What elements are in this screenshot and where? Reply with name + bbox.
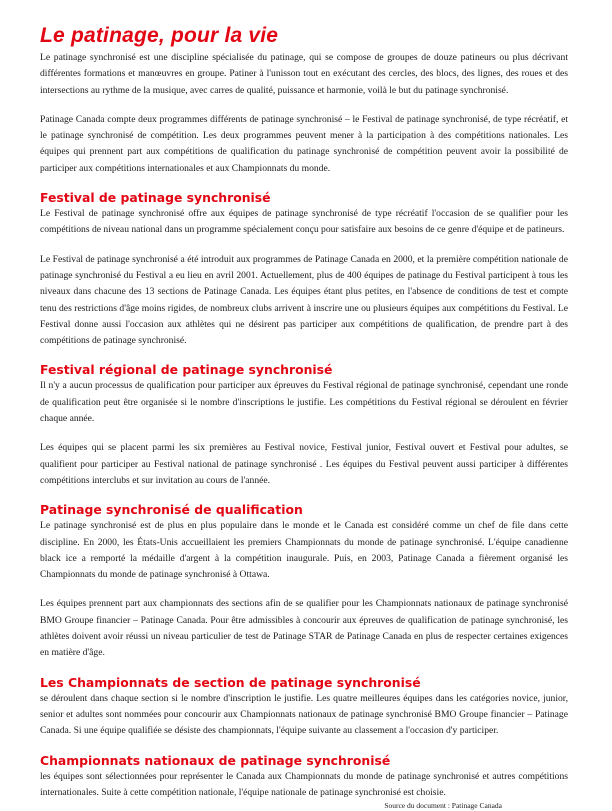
section-heading: Patinage synchronisé de qualification bbox=[40, 502, 303, 518]
section-festival bbox=[40, 190, 568, 349]
section-paragraph: se déroulent dans chaque section si le nombre d'inscription le justifie. Les quatre meilleures équipes dans les catégories novice, junior, senior et adultes sont nommées pour concourir aux Championnats nationaux de patinage synchronisé BMO Groupe financier – Patinage Canada. Si une équipe qualifiée se désiste des championnats, l'équipe suivante au classement a l'occasion d'y participer. bbox=[40, 692, 568, 737]
section-paragraph: les équipes sont sélectionnées pour représenter le Canada aux Championnats du monde de patinage synchronisé et autres compétitions internationales. Suite à cette compétition nationale, l'équipe nationale de patinage synchronisé est choisie. bbox=[40, 770, 568, 798]
section-paragraph: Le Festival de patinage synchronisé offre aux équipes de patinage synchronisé de type récréatif l'occasion de se qualifier pour les compétitions de niveau national dans un programme spécialement conçu pour satisfaire aux besoins de ce genre d'équipe et de patineurs. bbox=[40, 208, 568, 236]
section-heading: Festival de patinage synchronisé bbox=[40, 190, 271, 206]
source-credit: Source du document : Patinage Canada bbox=[384, 801, 502, 811]
section-paragraph: Le patinage synchronisé est de plus en plus populaire dans le monde et le Canada est considéré comme un chef de file dans cette discipline. En 2000, les États-Unis accueillaient les premiers Championnats du monde de patinage synchronisé. L'équipe canadienne black ice a remporté la médaille d'argent à la compétition inaugurale. Puis, en 2003, Patinage Canada a fièrement organisé les Championnats du monde de patinage synchronisé à Ottawa. bbox=[40, 520, 568, 581]
intro-paragraph-2: Patinage Canada compte deux programmes différents de patinage synchronisé – le Festival de patinage synchronisé, de type récréatif, et le patinage synchronisé de compétition. Les deux programmes peuvent mener à la participation à des compétitions nationales. Les équipes qui prennent part aux compétitions de qualification du patinage synchronisé de compétition peuvent avoir la possibilité de participer aux compétitions internationales et aux Championnats du monde. bbox=[40, 113, 568, 174]
section-heading: Festival régional de patinage synchronisé bbox=[40, 362, 333, 378]
section-festival-regional bbox=[40, 362, 568, 489]
section-heading: Les Championnats de section de patinage synchronisé bbox=[40, 674, 421, 690]
section-heading: Championnats nationaux de patinage synchronisé bbox=[40, 752, 391, 768]
section-paragraph: Le Festival de patinage synchronisé a été introduit aux programmes de Patinage Canada en 2000, et la première compétition nationale de patinage synchronisé du Festival a eu lieu en avril 2001. Actuellement, plus de 400 équipes de patinage du Festival participent à tous les niveaux dans chacune des 13 sections de Patinage Canada. Les équipes étant plus petites, en l'absence de conditions de test et compte tenu des restrictions d'âge moins rigides, de nombreux clubs arrivent à inscrire une ou plusieurs équipes aux compétitions du Festival. Le Festival donne aussi l'occasion aux athlètes qui ne désirent pas participer aux compétitions de qualification, de prendre part à des compétitions de patinage synchronisé. bbox=[40, 253, 568, 347]
section-paragraph: Les équipes qui se placent parmi les six premières au Festival novice, Festival junior, Festival ouvert et Festival pour adultes, se qualifient pour participer au Festival national de patinage synchronisé . Les équipes du Festival peuvent aussi participer à différentes compétitions interclubs et sur invitation au cours de l'année. bbox=[40, 442, 568, 486]
section-qualification bbox=[40, 502, 568, 661]
section-championnats-nationaux bbox=[40, 753, 568, 802]
section-paragraph: Les équipes prennent part aux championnats des sections afin de se qualifier pour les Championnats nationaux de patinage synchronisé BMO Groupe financier – Patinage Canada. Pour être admissibles à concourir aux épreuves de qualification de patinage synchronisé, les athlètes doivent avoir réussi un niveau particulier de test de Patinage STAR de Patinage Canada en plus de respecter certaines exigences en matière d'âge. bbox=[40, 598, 568, 659]
section-championnats-section bbox=[40, 675, 568, 740]
intro-paragraph-1: Le patinage synchronisé est une discipline spécialisée du patinage, qui se compose de groupes de douze patineurs ou plus décrivant différentes formations et manœuvres en groupe. Patiner à l'unisson tout en exécutant des cercles, des blocs, des lignes, des roues et des intersections au rythme de la musique, avec carres de qualité, puissance et harmonie, voilà le but du patinage synchronisé. bbox=[40, 52, 568, 96]
document-page bbox=[40, 24, 568, 811]
section-paragraph: Il n'y a aucun processus de qualification pour participer aux épreuves du Festival régional de patinage synchronisé, cependant une ronde de qualification peut être organisée si le nombre d'inscriptions le justifie. Les compétitions du Festival régional se déroulent en février chaque année. bbox=[40, 380, 568, 425]
page-title: Le patinage, pour la vie bbox=[40, 24, 279, 47]
